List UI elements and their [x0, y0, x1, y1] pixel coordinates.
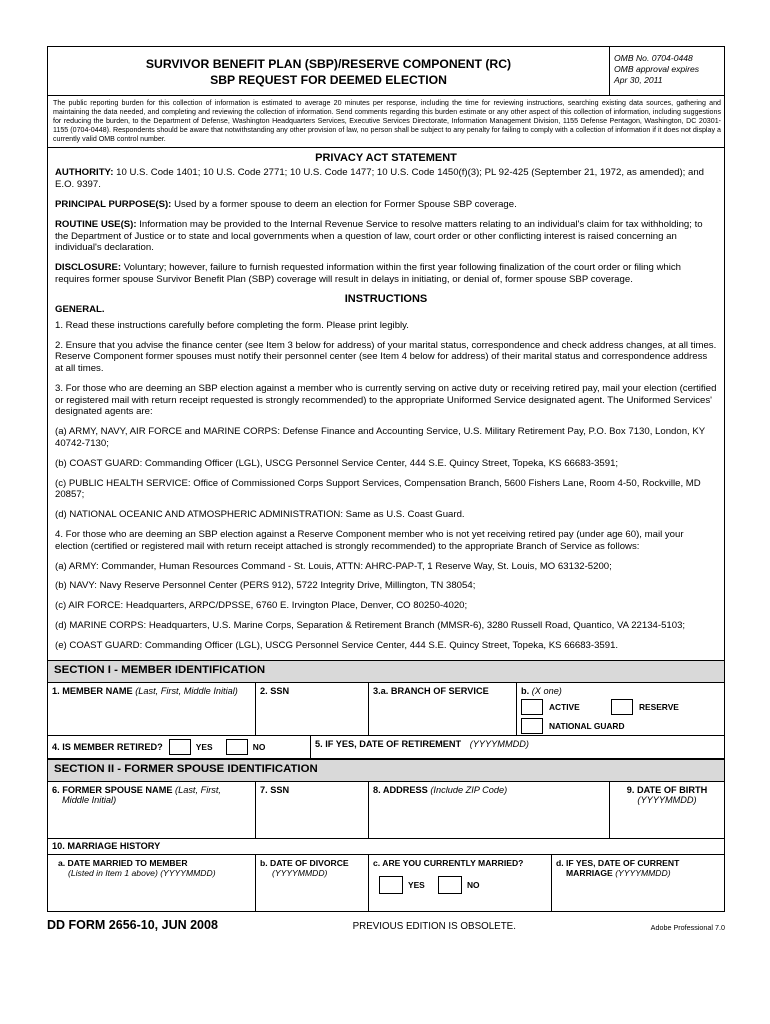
instruction-paragraph: 4. For those who are deeming an SBP election against a Reserve Component member who is not yet receiving retired pay (under age 60), mail your election (certified or registered mail with return receipt attached is strongly recommended) to the appropriate Branch of Service as follows:: [55, 529, 684, 552]
current-marriage-label-2: MARRIAGE: [566, 867, 613, 878]
national-guard-checkbox[interactable]: [521, 718, 543, 734]
instruction-paragraph: 3. For those who are deeming an SBP election against a member who is currently serving on active duty or receiving retired pay, mail your election (certified or registered mail with return receipt requested is strongly recommended) to the appropriate Uniformed Service designated agent. The Uniformed Services' designated agents are:: [55, 382, 717, 418]
active-option-label: ACTIVE: [549, 701, 580, 712]
purpose-label: PRINCIPAL PURPOSE(S):: [55, 198, 172, 210]
married-yes-checkbox[interactable]: [379, 876, 403, 894]
instruction-paragraph: 1. Read these instructions carefully before completing the form. Please print legibly.: [55, 319, 409, 331]
former-spouse-ssn-label: 7. SSN: [260, 784, 290, 795]
branch-of-service-field[interactable]: [369, 683, 517, 735]
burden-statement: The public reporting burden for this collection of information is estimated to average 20 minutes per response, including the time for reviewing instructions, searching existing data sources, gathering and maintaining the data needed, and completing and reviewing the collection of information. Send comments regarding this burden estimate or any other aspect of this collection of information, including suggestions for reducing the burden, to the Department of Defense, Washington Headquarters Services, Executive Services Directorate, Information Management Division, 1155 Defense Pentagon, Washington, DC 20301-1155 (0704-0448). Respondents should be aware that notwithstanding any other provision of law, no person shall be subject to any penalty for failing to comply with a collection of information if it does not display a currently valid OMB control number.: [47, 96, 725, 148]
purpose-text: Used by a former spouse to deem an election for Former Spouse SBP coverage.: [174, 198, 517, 210]
instructions-title: INSTRUCTIONS: [344, 292, 428, 305]
member-name-hint: (Last, First, Middle Initial): [135, 685, 238, 696]
former-spouse-name-hint-2: Middle Initial): [62, 794, 117, 805]
instruction-paragraph: (a) ARMY: Commander, Human Resources Command - St. Louis, ATTN: AHRC-PAP-T, 1 Reserve Way, St. Louis, MO 63132-5200;: [55, 560, 612, 572]
date-of-birth-hint: (YYYYMMDD): [637, 794, 697, 805]
national-guard-option-label: NATIONAL GUARD: [549, 720, 625, 731]
address-label: 8. ADDRESS: [373, 784, 428, 795]
section1-row2: [47, 736, 725, 759]
instruction-paragraph: (c) PUBLIC HEALTH SERVICE: Office of Commissioned Corps Support Services, Compensation Branch, 5600 Fishers Lane, Room 4-50, Rockville, MD 20857;: [55, 477, 701, 501]
address-field[interactable]: [369, 782, 610, 838]
former-spouse-ssn-field[interactable]: [256, 782, 369, 838]
authority-label: AUTHORITY:: [55, 167, 114, 179]
instruction-paragraph: 2. Ensure that you advise the finance center (see Item 3 below for address) of your marital status, correspondence and check address changes, at all times. Reserve Component former spouses must notify their personnel center (see Item 4 below for address) of their marital status and correspondence address at all times.: [55, 339, 717, 375]
date-married-field[interactable]: [48, 855, 256, 911]
omb-number: OMB No. 0704-0448: [614, 53, 693, 63]
instruction-paragraph: (b) COAST GUARD: Commanding Officer (LGL), USCG Personnel Service Center, 444 S.E. Quincy Street, Topeka, KS 66683-3591;: [55, 457, 619, 469]
former-spouse-name-field[interactable]: [48, 782, 256, 838]
instruction-paragraph: (a) ARMY, NAVY, AIR FORCE and MARINE CORPS: Defense Finance and Accounting Service, U.S. Military Retirement Pay, P.O. Box 7130, London, KY 40742-7130;: [55, 426, 706, 450]
retirement-date-hint: (YYYYMMDD): [469, 738, 529, 749]
date-married-label: a. DATE MARRIED TO MEMBER: [58, 857, 188, 868]
date-of-birth-field[interactable]: [610, 782, 724, 838]
current-marriage-date-label: d. IF YES, DATE OF CURRENT: [556, 857, 680, 868]
former-spouse-name-hint: (Last, First,: [175, 784, 221, 795]
marriage-history-heading: [48, 839, 724, 854]
section2-row3: [47, 855, 725, 911]
form-page: [47, 46, 725, 932]
member-ssn-field[interactable]: [256, 683, 369, 735]
instruction-paragraph: (e) COAST GUARD: Commanding Officer (LGL), USCG Personnel Service Center, 444 S.E. Quincy Street, Topeka, KS 66683-3591.: [55, 639, 619, 651]
form-header: [47, 46, 725, 96]
address-hint: (Include ZIP Code): [430, 784, 508, 795]
omb-info: [610, 47, 724, 95]
disclosure-label: DISCLOSURE:: [55, 262, 122, 274]
component-hint: (X one): [531, 685, 562, 696]
date-of-divorce-field[interactable]: [256, 855, 369, 911]
instruction-paragraph: (d) MARINE CORPS: Headquarters, U.S. Marine Corps, Separation & Retirement Branch (MMSR-6), 3280 Russell Road, Quantico, VA 22134-5103;: [55, 620, 686, 632]
member-name-label: 1. MEMBER NAME: [52, 685, 133, 696]
married-yes-label: YES: [408, 879, 425, 890]
instruction-paragraph: (c) AIR FORCE: Headquarters, ARPC/DPSSE, 6760 E. Irvington Place, Denver, CO 80250-4020;: [55, 600, 468, 612]
date-married-hint: (Listed in Item 1 above) (YYYYMMDD): [68, 867, 216, 878]
disclosure-paragraph: [55, 262, 717, 286]
member-name-field[interactable]: [48, 683, 256, 735]
retired-no-checkbox[interactable]: [226, 739, 248, 755]
form-title-line1: SURVIVOR BENEFIT PLAN (SBP)/RESERVE COMPONENT (RC): [145, 57, 512, 71]
section1-row1: [47, 683, 725, 736]
current-marriage-date-hint: (YYYYMMDD): [615, 867, 671, 878]
current-marriage-date-field[interactable]: [552, 855, 724, 911]
routine-use-label: ROUTINE USE(S):: [55, 218, 137, 230]
active-checkbox[interactable]: [521, 699, 543, 715]
married-no-label: NO: [467, 879, 480, 890]
married-no-checkbox[interactable]: [438, 876, 462, 894]
component-b-label: b.: [521, 685, 530, 696]
omb-expiration-date: Apr 30, 2011: [614, 75, 663, 85]
date-of-birth-label: 9. DATE OF BIRTH: [626, 784, 708, 795]
section2-row1: [47, 782, 725, 839]
software-label: Adobe Professional 7.0: [650, 922, 725, 932]
instructions-heading-row: [55, 294, 717, 314]
form-title-line2: SBP REQUEST FOR DEEMED ELECTION: [210, 73, 447, 87]
privacy-act-title: PRIVACY ACT STATEMENT: [315, 151, 457, 164]
retirement-date-field[interactable]: [311, 736, 724, 758]
former-spouse-name-label: 6. FORMER SPOUSE NAME: [52, 784, 173, 795]
date-of-divorce-hint: (YYYYMMDD): [272, 867, 328, 878]
routine-use-text: Information may be provided to the Internal Revenue Service to resolve matters relating to an individual's claim for tax withholding; to the Department of Justice or to state and local governments when a question of law, court order or other conflicting interest is raised concerning an individual's declaration.: [55, 218, 703, 254]
currently-married-label: c. ARE YOU CURRENTLY MARRIED?: [373, 857, 524, 868]
member-retired-label: 4. IS MEMBER RETIRED?: [52, 741, 163, 752]
reserve-checkbox[interactable]: [611, 699, 633, 715]
component-selector: [517, 683, 724, 735]
edition-notice: PREVIOUS EDITION IS OBSOLETE.: [352, 920, 516, 932]
branch-of-service-label: 3.a. BRANCH OF SERVICE: [373, 685, 489, 696]
authority-text: 10 U.S. Code 1401; 10 U.S. Code 2771; 10 U.S. Code 1477; 10 U.S. Code 1450(f)(3); PL 92-425 (September 21, 1972, as amended); and E.O. 9397.: [55, 167, 705, 191]
instruction-paragraph: (b) NAVY: Navy Reserve Personnel Center (PERS 912), 5722 Integrity Drive, Millington, TN 38054;: [55, 580, 476, 592]
retired-yes-label: YES: [195, 741, 213, 752]
retirement-date-label: 5. IF YES, DATE OF RETIREMENT: [315, 738, 462, 749]
section1-header: SECTION I - MEMBER IDENTIFICATION: [47, 660, 725, 683]
instruction-paragraph: (d) NATIONAL OCEANIC AND ATMOSPHERIC ADMINISTRATION: Same as U.S. Coast Guard.: [55, 509, 465, 521]
instructions-list: [55, 320, 717, 652]
purpose-paragraph: [55, 199, 717, 211]
omb-approval-label: OMB approval expires: [614, 64, 700, 74]
member-ssn-label: 2. SSN: [260, 685, 290, 696]
date-of-divorce-label: b. DATE OF DIVORCE: [260, 857, 349, 868]
form-title: [48, 47, 610, 95]
disclosure-text: Voluntary; however, failure to furnish requested information within the first year following finalization of the court order or filing which requires former spouse Survivor Benefit Plan (SBP) coverage will result in delays in initiating, or denial of, former spouse SBP coverage.: [55, 262, 682, 285]
routine-use-paragraph: [55, 219, 717, 254]
authority-paragraph: [55, 167, 717, 191]
reserve-option-label: RESERVE: [639, 701, 679, 712]
retired-yes-checkbox[interactable]: [169, 739, 191, 755]
form-body: [47, 148, 725, 660]
section2-header: SECTION II - FORMER SPOUSE IDENTIFICATION: [47, 759, 725, 782]
currently-married-field: [369, 855, 552, 911]
member-retired-field: [48, 736, 311, 758]
general-heading: GENERAL.: [55, 303, 105, 315]
form-footer: [47, 911, 725, 932]
marriage-history-row: [47, 839, 725, 855]
marriage-history-label: 10. MARRIAGE HISTORY: [52, 840, 161, 851]
retired-no-label: NO: [252, 741, 266, 752]
form-id: DD FORM 2656-10, JUN 2008: [47, 917, 218, 932]
